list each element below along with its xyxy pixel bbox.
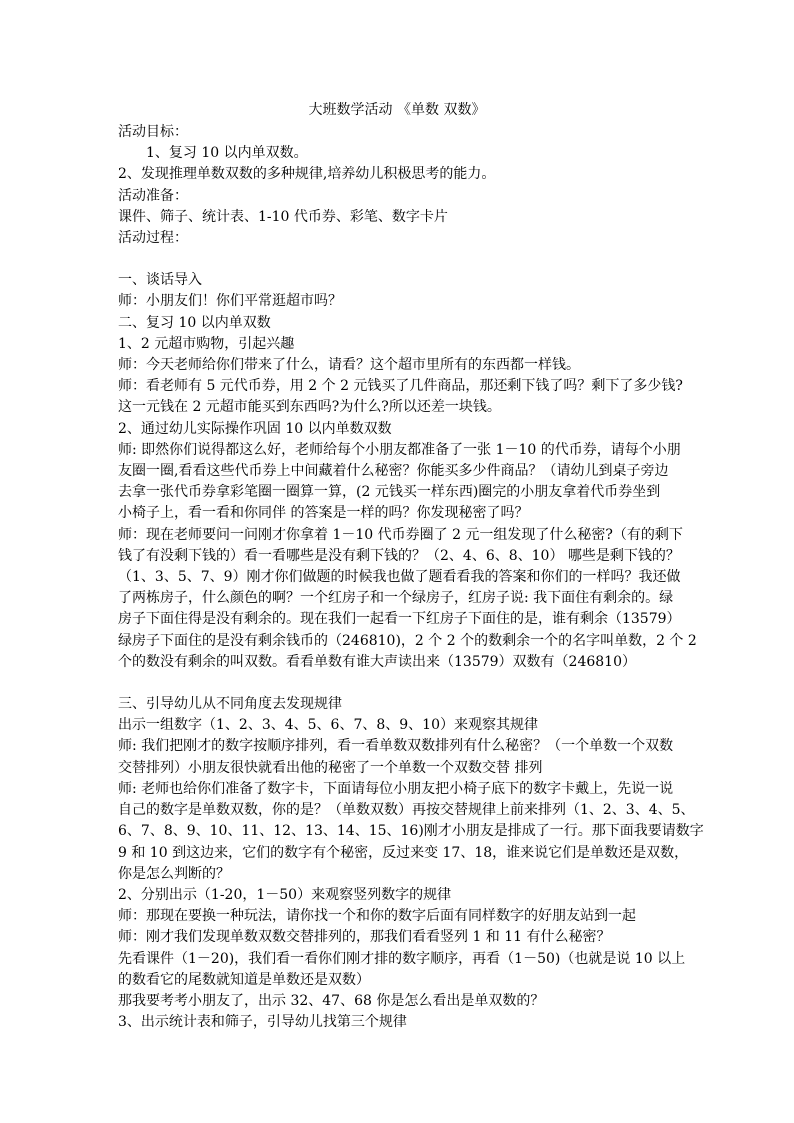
text-line: 9 和 10 到这边来，它们的数字有个秘密，反过来变 17、18，谁来说它们是单数还是双数，: [118, 844, 689, 861]
text-line: 钱了有没剩下钱的）看一看哪些是没有剩下钱的？（2、4、6、8、10） 哪些是剩下钱的？: [118, 547, 680, 564]
text-line: 1、2 元超市购物，引起兴趣: [118, 335, 295, 352]
text-line: 师：看老师有 5 元代币券，用 2 个 2 元钱买了几件商品，那还剩下钱了吗？剩下了多少钱?: [118, 378, 683, 395]
heading-process: 活动过程：: [118, 230, 188, 247]
text-line: 了两栋房子，什么颜色的啊？一个红房子和一个绿房子，红房子说: 我下面住有剩余的。绿: [118, 590, 674, 607]
text-line: 自己的数字是单数双数，你的是？（单数双数）再按交替规律上前来排列（1、2、3、4、5、: [118, 802, 695, 819]
text-line: 的数看它的尾数就知道是单数还是双数）: [118, 971, 370, 988]
section-heading: 一、谈话导入: [118, 272, 202, 289]
text-line: 那我要考考小朋友了，出示 32、47、68 你是怎么看出是单双数的？: [118, 992, 545, 1009]
section-heading: 三、引导幼儿从不同角度去发现规律: [118, 696, 342, 713]
heading-goals: 活动目标：: [118, 124, 188, 140]
text-line: 交替排列）小朋友很快就看出他的秘密了一个单数一个双数交替 排列: [118, 759, 543, 776]
text-line: 2、通过幼儿实际操作巩固 10 以内单数双数: [118, 420, 392, 437]
text-line: 师：刚才我们发现单数双数交替排列的，那我们看看竖列 1 和 11 有什么秘密？: [118, 929, 611, 946]
text-line: 先看课件（1－20)，我们看一看你们刚才排的数字顺序，再看（1－50)（也就是说 10 以上: [118, 950, 686, 967]
section-heading: 二、复习 10 以内单双数: [118, 314, 271, 331]
text-line: 6、7、8、9、10、11、12、13、14、15、16)刚才小朋友是排成了一行。那下面我要请数字: [118, 823, 704, 840]
blank-line: [118, 673, 676, 694]
text-line: 绿房子下面住的是没有剩余钱币的（246810)，2 个 2 个的数剩余一个的名字叫单数，2 个 2: [118, 632, 697, 649]
document-body: [118, 122, 704, 1033]
text-line: 房子下面住得是没有剩余的。现在我们一起看一下红房子下面住的是，谁有剩余（13579）: [118, 611, 681, 628]
text-line: 小椅子上，看一看和你同伴 的答案是一样的吗？你发现秘密了吗？: [118, 505, 529, 522]
text-line: 这一元钱在 2 元超市能买到东西吗?为什么?所以还差一块钱。: [118, 399, 501, 416]
text-line: 友圈一圈,看看这些代币券上中间藏着什么秘密？你能买多少件商品？（请幼儿到桌子旁边: [118, 463, 669, 480]
text-line: 出示一组数字（1、2、3、4、5、6、7、8、9、10）来观察其规律: [118, 717, 538, 734]
text-line: 去拿一张代币券拿彩笔圈一圈算一算，(2 元钱买一样东西)圈完的小朋友拿着代币券坐到: [118, 484, 661, 501]
text-line: 你是怎么判断的？: [118, 865, 230, 882]
text-line: 师：现在老师要问一问刚才你拿着 1－10 代币券圈了 2 元一组发现了什么秘密?（有的剩下: [118, 526, 683, 543]
text-line: 师: 我们把刚才的数字按顺序排列，看一看单数双数排列有什么秘密？（一个单数一个双数: [118, 738, 674, 755]
text-line: 师：那现在要换一种玩法，请你找一个和你的数字后面有同样数字的好朋友站到一起: [118, 908, 636, 925]
text-line: 师：今天老师给你们带来了什么，请看？这个超市里所有的东西都一样钱。: [118, 357, 580, 374]
text-line: 2、分别出示（1-20，1－50）来观察竖列数字的规律: [118, 886, 452, 903]
text-line: 师: 老师也给你们准备了数字卡，下面请每位小朋友把小椅子底下的数字卡戴上，先说一说: [118, 780, 674, 797]
text-line: 师：小朋友们！你们平常逛超市吗？: [118, 293, 342, 310]
text-line: 课件、筛子、统计表、1-10 代币券、彩笔、数字卡片: [118, 208, 448, 225]
blank-line: [118, 249, 676, 270]
heading-preparation: 活动准备：: [118, 187, 188, 204]
text-line: 个的数没有剩余的叫双数。看看单数有谁大声读出来（13579）双数有（246810）: [118, 653, 636, 670]
text-line: 师: 即然你们说得都这么好，老师给每个小朋友都准备了一张 1－10 的代币券，请每个小朋: [118, 441, 681, 458]
document-title: 大班数学活动 《单数 双数》: [308, 102, 486, 118]
text-line: （1、3、5、7、9）刚才你们做题的时候我也做了题看看我的答案和你们的一样吗？我还做: [118, 569, 681, 586]
text-line: 1、复习 10 以内单双数。: [146, 145, 308, 162]
text-line: 2、发现推理单数双数的多种规律,培养幼儿积极思考的能力。: [118, 166, 496, 183]
text-line: 3、出示统计表和筛子，引导幼儿找第三个规律: [118, 1014, 407, 1031]
